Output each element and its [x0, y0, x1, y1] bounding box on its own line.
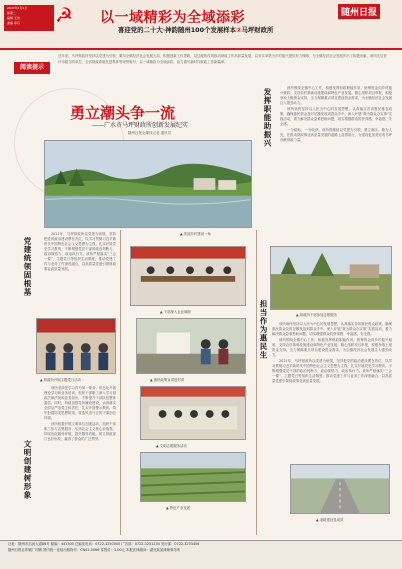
party-activity-photo [36, 318, 116, 374]
photo-caption: ▲ 道路建设显成效 [316, 518, 344, 522]
paragraph: 该所始终坚持以人民为中心的发展思想，认真落实各项惠民惠农政策，确保惠民资金及时足额发放到群众手中。深入开展“我为群众办实事”实践活动，着力解决群众急难愁盼问题，切实增强群众的获得感、幸福感、安全感。 [280, 107, 392, 126]
page-title: 以一域精彩为全域添彩 [100, 10, 245, 26]
page-subtitle [118, 25, 273, 34]
page-header [0, 0, 402, 50]
industry-photo [140, 452, 246, 502]
article-column [280, 86, 392, 242]
paragraph: 2021年，马坪财政所以党建为统领，坚持把党的政治建设摆在首位，以学习贯彻习近平新时代中国特色社会主义思想为主线，扎实开展党史学习教育，不断增强党员干部的政治判断力、政治领悟力、政治执行力。该所严格落实“三会一课”、主题党日等组织生活制度，推动党建工作与业务工作深度融合，以高质量党建引领财政事业高质量发展。 [272, 359, 392, 383]
paragraph: 该所始终坚持以人民为中心的发展思想，认真落实各项惠民惠农政策，确保惠民资金及时足额发放到群众手中。深入开展“我为群众办实事”实践活动，着力解决群众急难愁盼问题，切实增强群众的获得感、幸福感、安全感。 [272, 322, 392, 336]
article-column [44, 386, 116, 534]
feature-byline: 随州日报全媒体记者 通讯员 [128, 131, 172, 135]
publicity-photo [136, 318, 246, 374]
subtitle-number: ② [236, 26, 242, 34]
feature-subtitle: ——广水市马坪财政所创新发展纪实 [92, 122, 189, 129]
date-line: 星期二 [7, 11, 17, 15]
date-block [4, 5, 54, 31]
paragraph: 该所积极开展文明单位创建活动，组织干部职工参与志愿服务，弘扬社会主义核心价值观。持续优化服务环境，提升服务效能，树立财政部门良好形象，赢得了群众的广泛赞誉。 [44, 422, 116, 441]
column-divider [256, 230, 257, 535]
meeting-photo [130, 246, 246, 306]
photo-caption: ▲ 财政所开展主题党日活动 [40, 378, 81, 382]
photo-caption: ▲ 文明志愿服务活动 [156, 444, 187, 448]
photo-caption: ▲ 财政所干部参加志愿服务 [296, 313, 337, 317]
section-heading-1: 党建统领固根基 [23, 237, 32, 297]
photo-caption: ▲ 特色产业发展 [166, 506, 191, 510]
subtitle-topic: 马坪财政所 [241, 26, 274, 34]
section-heading-4: 文明创建树形象 [23, 440, 32, 500]
masthead-subtitle: SUIZHOU DAILY [338, 17, 362, 21]
section-heading-2: 发挥职能助振兴 [263, 88, 272, 148]
photo-caption: ▲ 干部深入企业调研 [160, 310, 191, 314]
paragraph: 2021年，马坪财政所以党建为统领，坚持把党的政治建设摆在首位，以学习贯彻习近平新时代中国特色社会主义思想为主线，扎实开展党史学习教育，不断增强党员干部的政治判断力、政治领悟力、政治执行力。该所严格落实“三会一课”、主题党日等组织生活制度，推动党建工作与业务工作深度融合，以高质量党建引领财政事业高质量发展。 [44, 232, 116, 271]
paragraph: 该所坚持把学习作为第一要务，常态化开展理论学习和业务培训，组织干部职工深入学习财政法律法规和业务知识，不断提升干部队伍整体素质。同时，持续加强党风廉政建设，认真落实全面从严治党主体责任，扎实开展警示教育，筑牢拒腐防变思想防线，营造风清气正的干事创业环境。 [44, 386, 116, 420]
party-emblem-icon: ☭ [55, 3, 73, 27]
column-divider [120, 230, 121, 535]
paragraph: 该所围绕全镇中心工作，积极发挥财政职能作用，统筹资金向乡村振兴倾斜，支持农村基础设施建设和特色产业发展。精心组织项目申报，积极争取上级资金支持，全力保障重点项目建设资金需求，为全镇经济社会发展注入强劲动力。 [272, 338, 392, 357]
footer-line: 随州日报社印刷厂印刷 国内统一连续出版物号：CN42-0066 零售价：1.00元 本报法律顾问：湖北某某律师事务所 [8, 548, 181, 552]
road-construction-photo [290, 464, 390, 514]
date-line: 美编 李丹 [7, 21, 20, 25]
feature-title: 勇立潮头争一流 [70, 104, 176, 122]
reading-tip-tag: 阅读提示 [14, 62, 50, 74]
countryside-photo [270, 246, 392, 310]
footer-line: 社址：随州市沿河大道88号 邮编：441300 总编室电话：0722-3250000 广告部：0722-3251234 发行部：0722-3253456 [8, 542, 200, 546]
paragraph: 一分耕耘，一分收获。该所将继续以党建为引领，勇立潮头、敢为人先，在推动财政事业高质量发展的道路上奋勇前行，为建设更加美好的马坪贡献财政力量。 [280, 128, 392, 142]
subtitle-text: 喜迎党的二十大·神韵随州100个发展样本 [118, 26, 237, 34]
hero-landscape-photo [44, 140, 252, 228]
reading-tip-text: 近年来，马坪财政所坚持以党建为引领，紧扣全镇经济社会发展大局，积极创新工作思路，以过硬的作风推动财政工作高质量发展，以务实举措为乡村振兴提供有力保障，为全镇经济社会发展作出了积极贡献。该所先后获评市级文明单位、全省财政系统先进集体等荣誉称号，以一域精彩为全域添彩，奋力谱写新时代财政工作新篇章。 [58, 54, 387, 64]
volunteer-photo [140, 386, 246, 440]
date-line: 2022年1月4日 [7, 6, 28, 10]
article-column [272, 322, 392, 460]
section-heading-3: 担当作为惠民生 [259, 300, 268, 360]
article-column [44, 232, 116, 316]
newspaper-masthead: 随州日报 [338, 4, 380, 19]
page-footer [0, 540, 402, 569]
photo-caption: ▲ 美丽乡村建设一角 [180, 232, 211, 236]
paragraph: 该所围绕全镇中心工作，积极发挥财政职能作用，统筹资金向乡村振兴倾斜，支持农村基础设施建设和特色产业发展。精心组织项目申报，积极争取上级资金支持，全力保障重点项目建设资金需求，为全镇经济社会发展注入强劲动力。 [280, 86, 392, 105]
date-line: 编辑 王伟 [7, 16, 20, 20]
photo-caption: ▲ 惠民政策宣讲进村湾 [150, 378, 185, 382]
